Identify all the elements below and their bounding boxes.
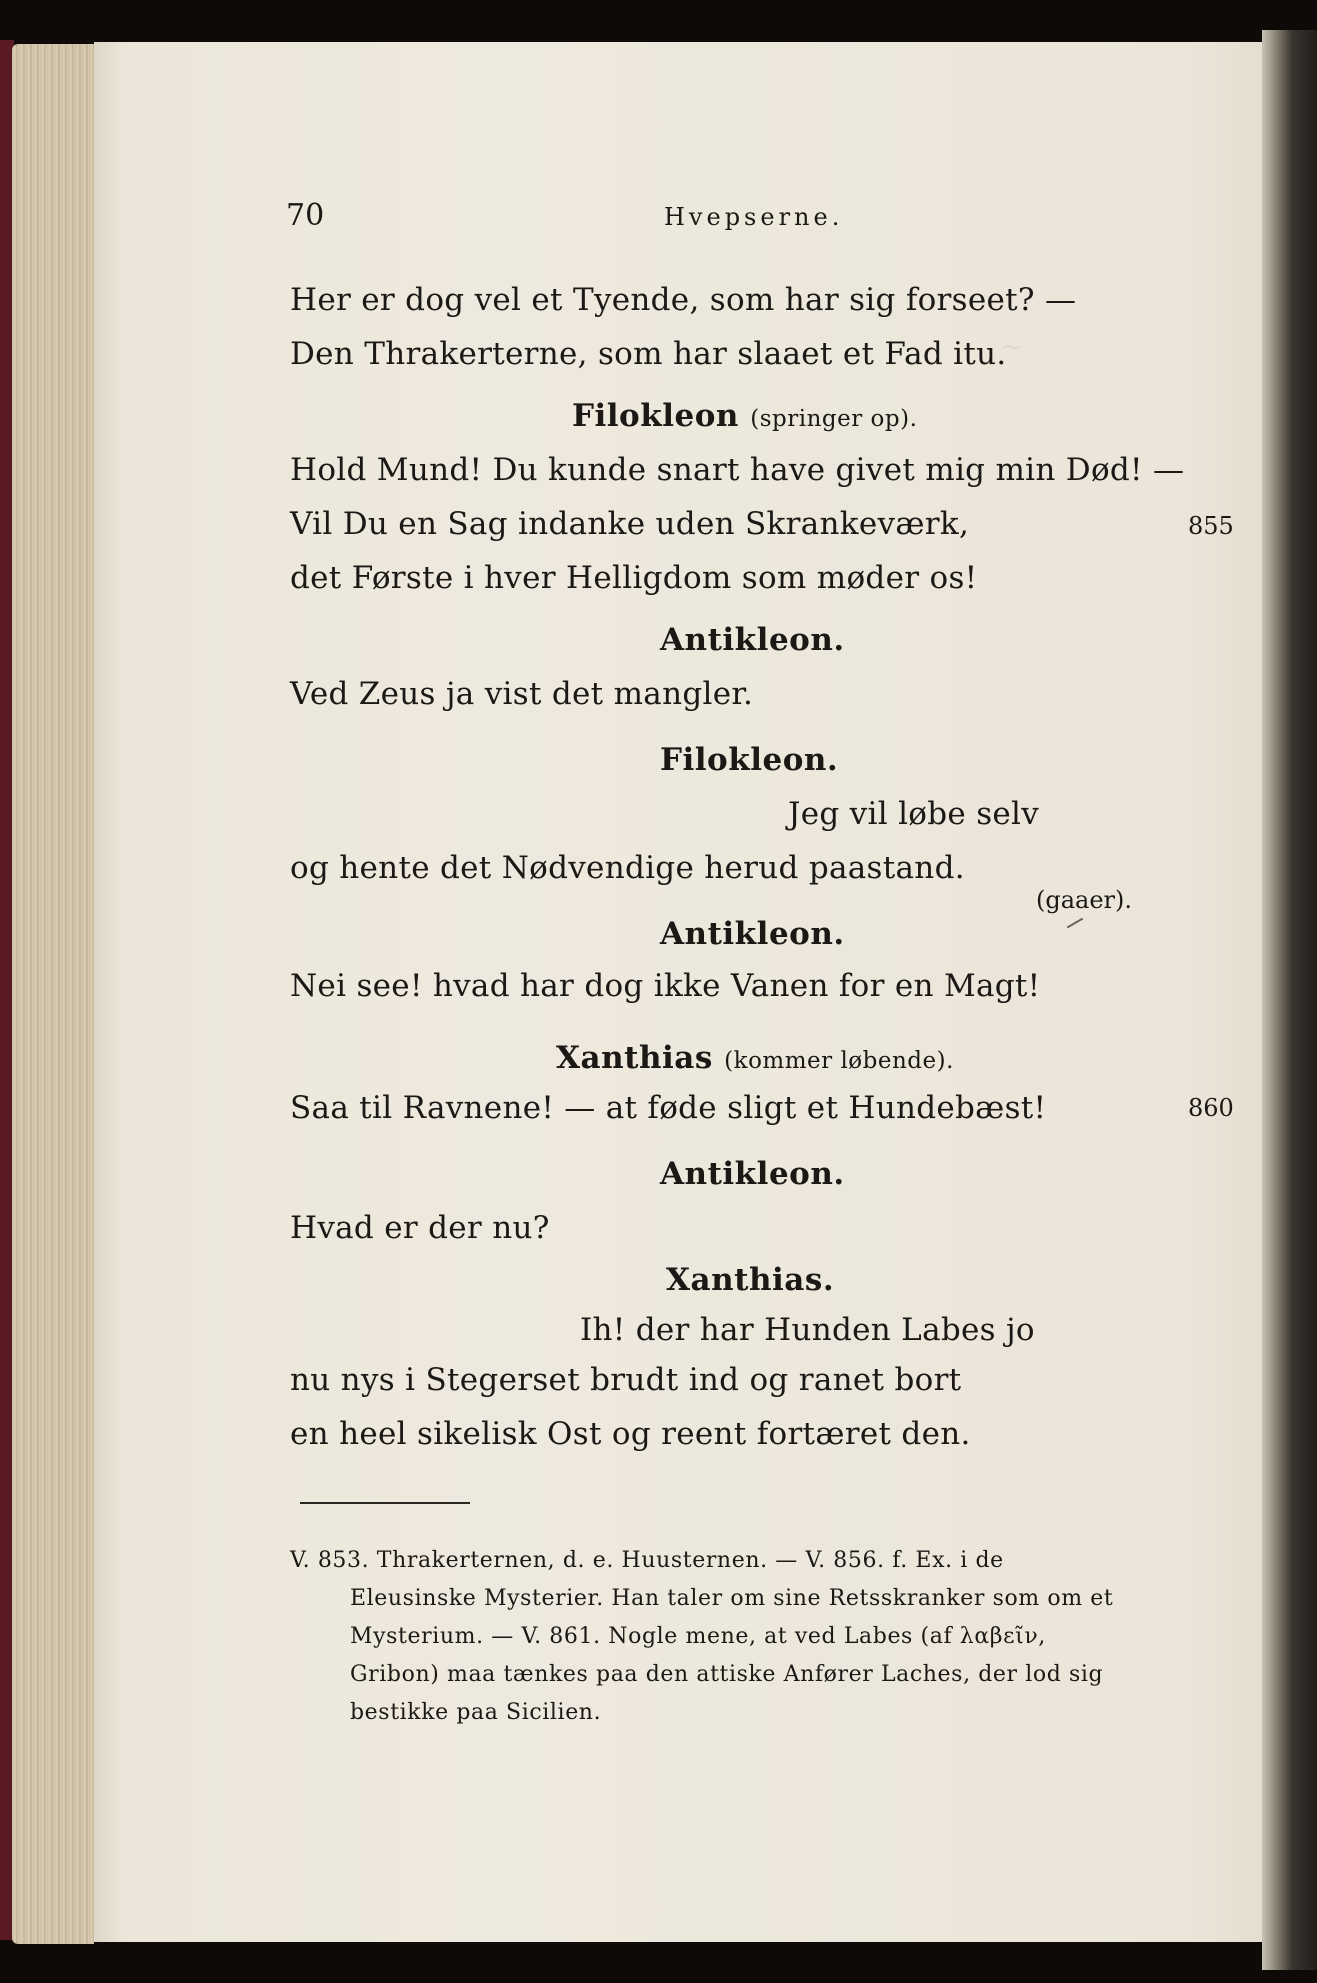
verse-line: og hente det Nødvendige herud paastand. [290,850,965,886]
verse-line: Her er dog vel et Tyende, som har sig forseet? — [290,282,1077,318]
line-number: 855 [1188,512,1234,540]
verse-line: Hold Mund! Du kunde snart have givet mig min Død! — [290,452,1185,488]
speaker-name: Filokleon [572,398,739,434]
stage-direction: (gaaer). [1036,886,1133,914]
footnote-line: bestikke paa Sicilien. [350,1700,602,1725]
verse-line: det Første i hver Helligdom som møder os! [290,560,978,596]
verse-line: Ved Zeus ja vist det mangler. [290,676,754,712]
page-number: 70 [286,198,325,233]
speaker-name: Xanthias [556,1040,713,1076]
footnote-line: Mysterium. — V. 861. Nogle mene, at ved Labes (af λαβεῖν, [350,1624,1046,1649]
line-number: 860 [1188,1094,1234,1122]
footnote-line: Gribon) maa tænkes paa den attiske Anfører Laches, der lod sig [350,1662,1104,1687]
speaker-heading [572,398,917,434]
footnote-line: Eleusinske Mysterier. Han taler om sine Retsskranker som om et [350,1586,1114,1611]
page-stack-edge [12,44,94,1944]
verse-line: Saa til Ravnene! — at føde sligt et Hundebæst! [290,1090,1047,1126]
footnote-line: V. 853. Thrakerternen, d. e. Huusternen. — V. 856. f. Ex. i de [290,1548,1004,1573]
speaker-heading: Xanthias. [666,1262,835,1298]
verse-line: Nei see! hvad har dog ikke Vanen for en Magt! [290,968,1041,1004]
speaker-heading: Antikleon. [660,1156,845,1192]
verse-line: Hvad er der nu? [290,1210,550,1246]
stage-direction: (kommer løbende). [724,1048,954,1074]
speaker-heading: Filokleon. [660,742,839,778]
stage-direction: (springer op). [750,406,918,432]
binding-gutter [1262,30,1317,1970]
verse-line: en heel sikelisk Ost og reent fortæret den. [290,1416,971,1452]
verse-line: Vil Du en Sag indanke uden Skrankeværk, [290,506,970,542]
speaker-heading: Antikleon. [660,916,845,952]
speaker-heading: Antikleon. [660,622,845,658]
verse-line: Ih! der har Hunden Labes jo [580,1312,1035,1348]
speaker-heading [556,1040,954,1076]
verse-line: Jeg vil løbe selv [788,796,1040,832]
verse-line: nu nys i Stegerset brudt ind og ranet bort [290,1362,962,1398]
running-title: Hvepserne. [664,203,844,231]
footnote-rule [300,1502,470,1504]
bleed-through: ~ [1000,330,1024,363]
verse-line: Den Thrakerterne, som har slaaet et Fad itu. [290,336,1007,372]
